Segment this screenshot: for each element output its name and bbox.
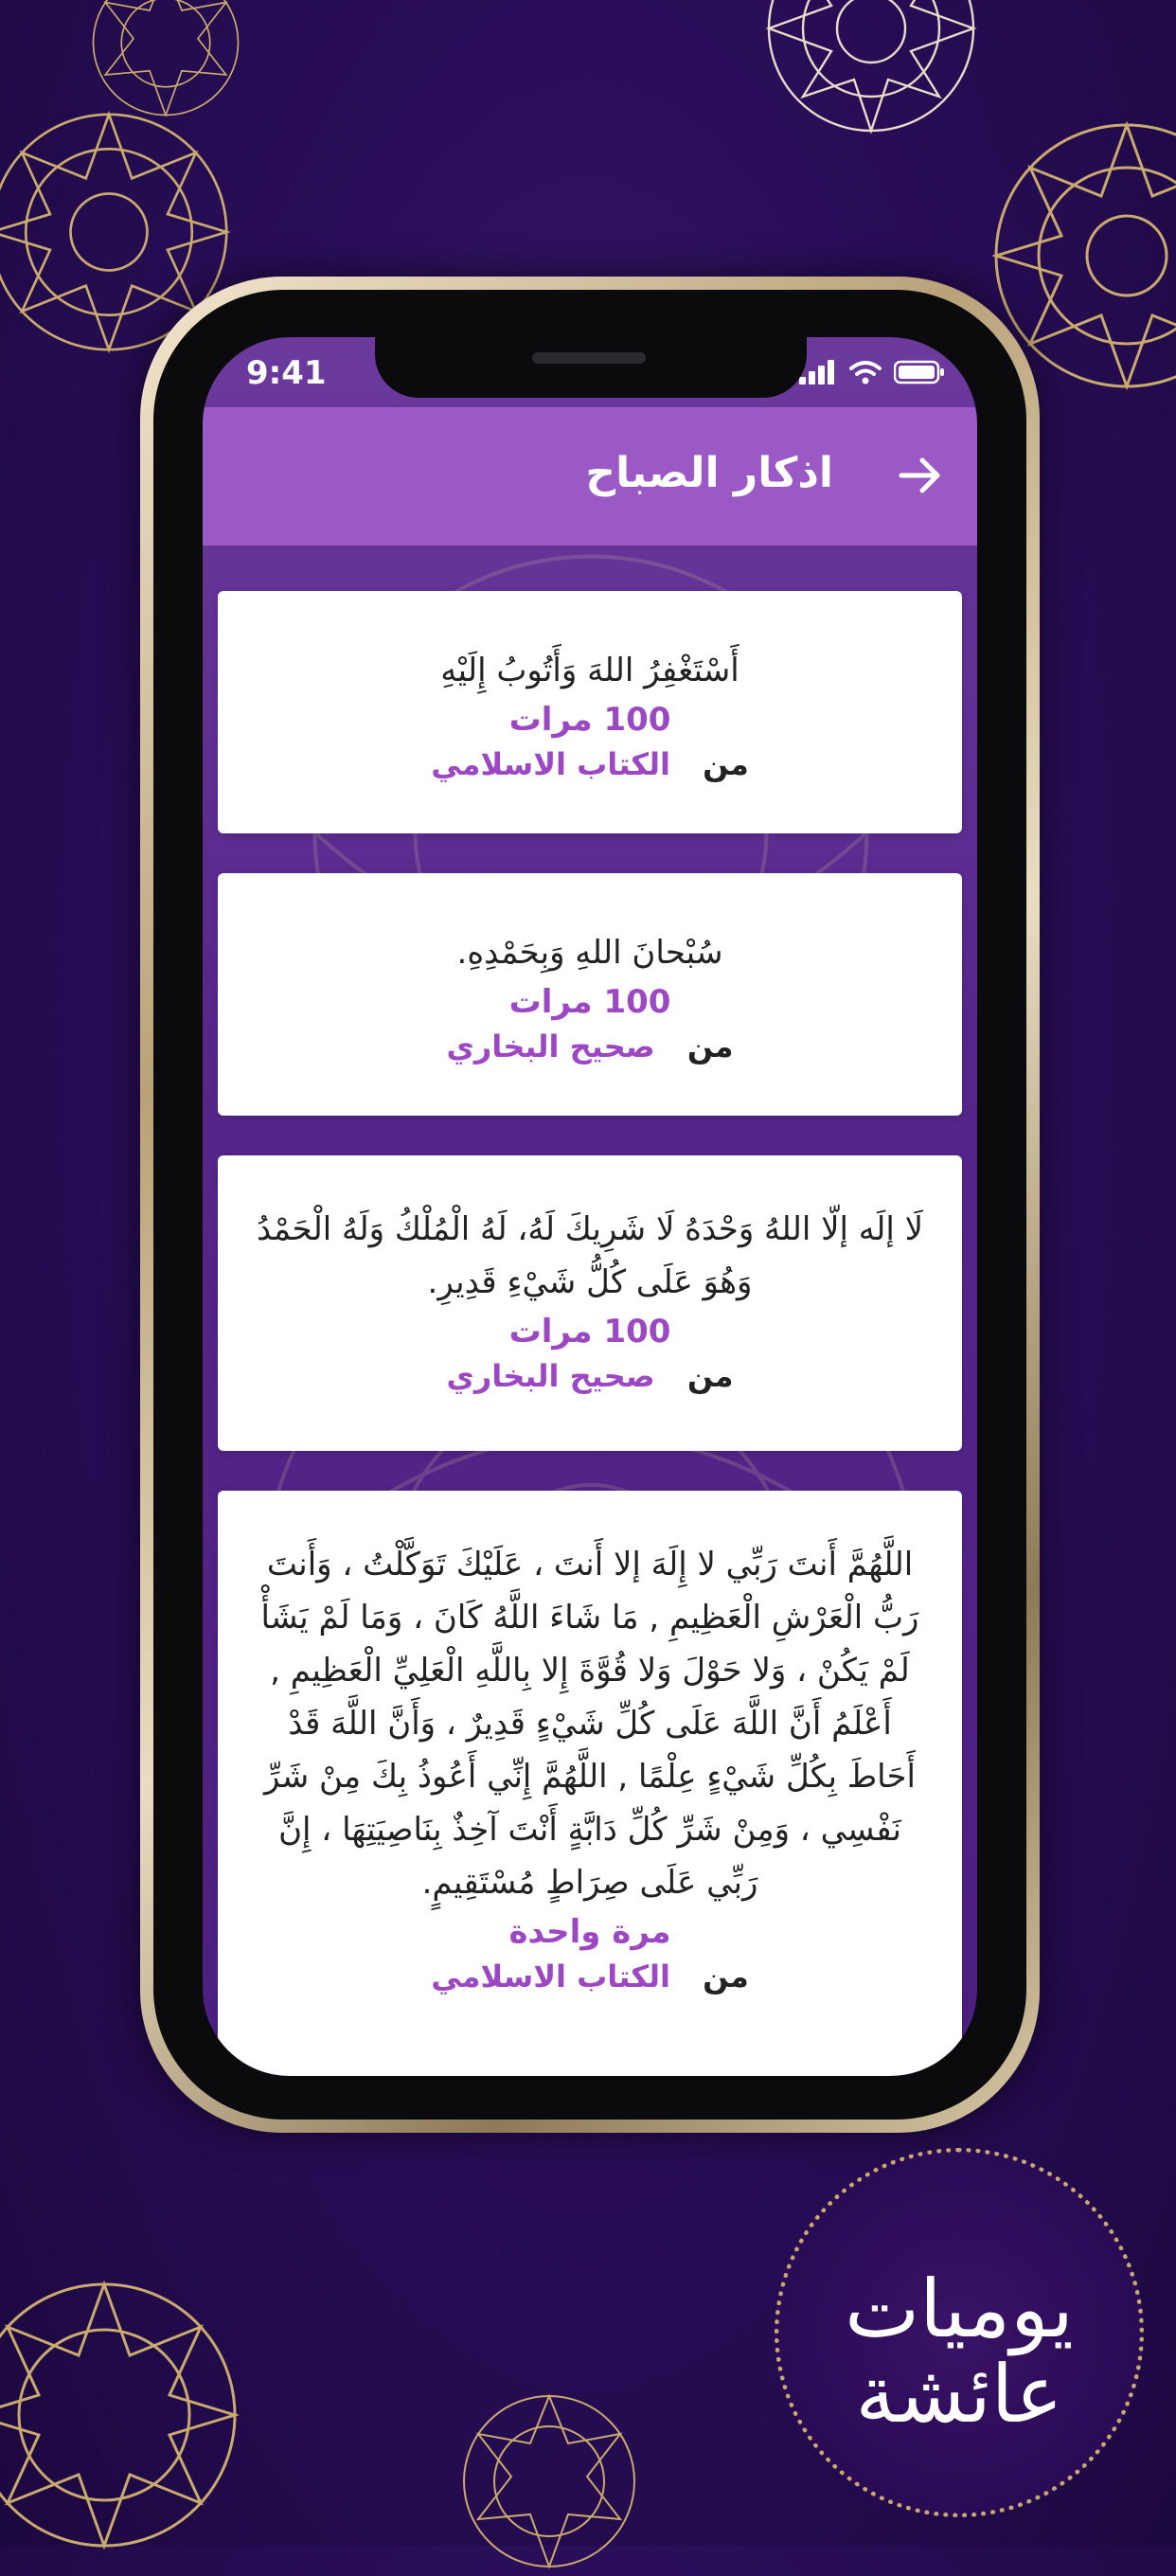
phone-frame bbox=[140, 277, 1040, 2133]
source-link[interactable]: الكتاب الاسلامي bbox=[431, 1959, 670, 1995]
dhikr-text: اللَّهُمَّ أَنتَ رَبِّي لا إِلَهَ إلا أَنتَ ، عَلَيْكَ تَوَكَّلْتُ ، وَأَنتَ رَبُّ الْعَرْشِ الْعَظِيمِ , مَا شَاءَ اللَّهُ كَانَ ، وَمَا لَمْ يَشَأْ لَمْ يَكُنْ ، وَلا حَوْلَ وَلا قُوَّةَ إِلا بِاللَّهِ الْعَلِيِّ الْعَظِيمِ , أَعْلَمُ أَنَّ اللَّهَ عَلَى كُلِّ شَيْءٍ قَدِيرٌ ، وَأَنَّ اللَّهَ قَدْ أَحَاطَ بِكُلِّ شَيْءٍ عِلْمًا , اللَّهُمَّ إِنِّي أَعُوذُ بِكَ مِنْ شَرِّ نَفْسِي ، وَمِنْ شَرِّ كُلِّ دَابَّةٍ أَنْتَ آخِذٌ بِنَاصِيَتِهَا ، إِنَّ رَبِّي عَلَى صِرَاطٍ مُسْتَقِيمٍ. bbox=[260, 1546, 919, 1902]
repeat-count: 100 مرات bbox=[508, 701, 671, 739]
source-link[interactable]: صحيح البخاري bbox=[446, 1358, 655, 1394]
app-header bbox=[203, 407, 977, 546]
status-icons bbox=[799, 360, 945, 388]
source-link[interactable]: صحيح البخاري bbox=[446, 1029, 655, 1064]
brand-logo bbox=[775, 2148, 1144, 2517]
battery-icon bbox=[894, 360, 945, 388]
dhikr-text: سُبْحانَ اللهِ وَبِحَمْدِهِ. bbox=[456, 934, 723, 972]
brand-logo-text: يوميات عائشة bbox=[845, 2263, 1074, 2441]
from-label: من bbox=[703, 1959, 749, 1995]
source-link[interactable]: الكتاب الاسلامي bbox=[431, 746, 670, 782]
dhikr-card[interactable] bbox=[218, 591, 962, 833]
page-title: اذكار الصباح bbox=[585, 449, 833, 497]
repeat-count: 100 مرات bbox=[508, 1313, 671, 1351]
source-line bbox=[218, 1029, 962, 1064]
source-line bbox=[218, 1959, 962, 1995]
wifi-icon bbox=[848, 360, 882, 388]
source-line bbox=[218, 1358, 962, 1394]
from-label: من bbox=[686, 1358, 734, 1394]
dhikr-card[interactable] bbox=[218, 873, 962, 1116]
bottom-safe-area bbox=[203, 2049, 977, 2076]
speaker-grille bbox=[532, 352, 646, 364]
source-line bbox=[218, 746, 962, 782]
dhikr-card[interactable] bbox=[218, 1491, 962, 2051]
mandala-decoration-bottom-left bbox=[0, 2273, 246, 2557]
repeat-count: 100 مرات bbox=[508, 983, 671, 1021]
phone-notch bbox=[375, 337, 807, 398]
dhikr-card[interactable] bbox=[218, 1155, 962, 1451]
phone-bezel bbox=[153, 290, 1026, 2120]
arrow-right-icon[interactable] bbox=[896, 451, 945, 500]
mandala-decoration-bottom-center bbox=[398, 2387, 701, 2576]
dhikr-text: لَا إلَه إلّا اللهُ وَحْدَهُ لَا شَرِيكَ لَهُ، لَهُ الْمُلْكُ وَلَهُ الْحَمْدُ وَهُوَ عَلَى كُلُّ شَيْءِ قَدِيرِ. bbox=[256, 1210, 924, 1301]
repeat-count: مرة واحدة bbox=[508, 1913, 671, 1951]
from-label: من bbox=[686, 1029, 734, 1064]
dhikr-text: أَسْتَغْفِرُ اللهَ وَأَتُوبُ إِلَيْهِ bbox=[440, 652, 739, 689]
from-label: من bbox=[703, 746, 749, 782]
app-screen bbox=[203, 337, 977, 2076]
status-time: 9:41 bbox=[246, 354, 327, 392]
